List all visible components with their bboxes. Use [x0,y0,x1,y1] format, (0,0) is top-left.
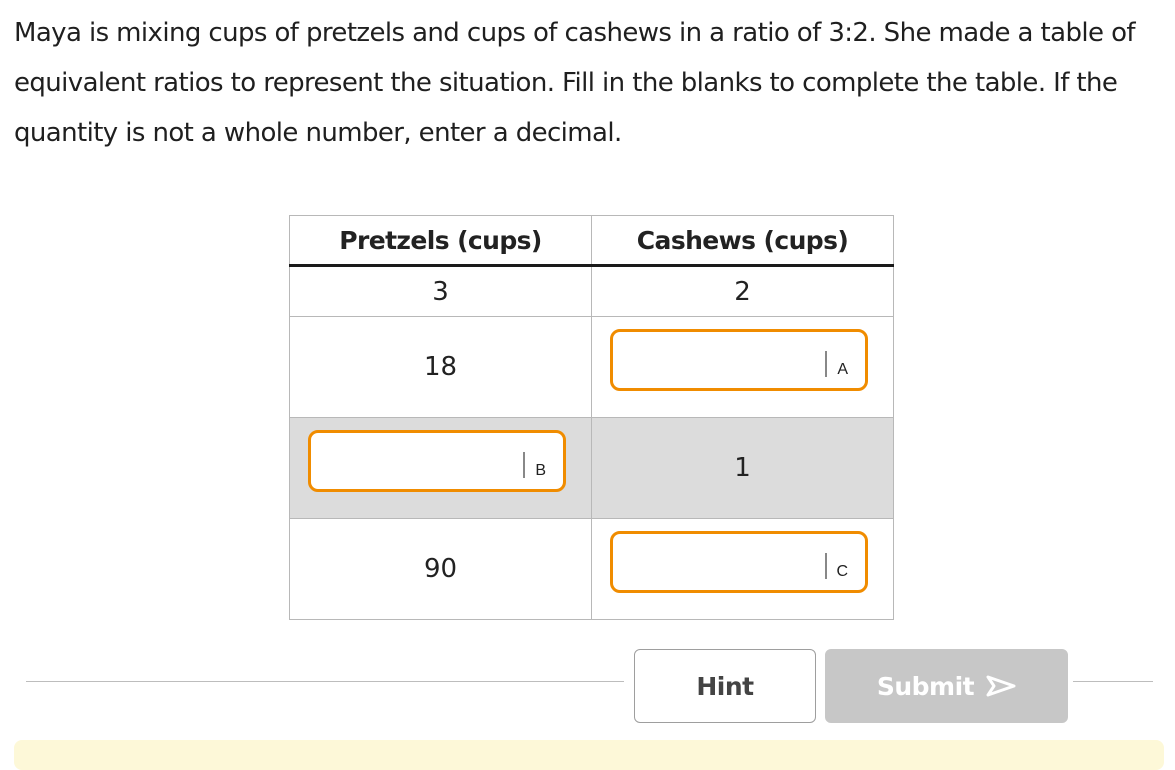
text-cursor [825,351,827,377]
table-row [290,266,894,317]
table-row [290,519,894,620]
pretzels-cell: 18 [290,317,592,418]
answer-input-c-label: C [836,563,848,580]
answer-input-a-label: A [837,361,848,378]
hint-button[interactable] [634,649,816,723]
text-cursor [825,553,827,579]
column-header-cashews: Cashews (cups) [592,216,894,266]
problem-text: Maya is mixing cups of pretzels and cups of cashews in a ratio of 3:2. She made a table of equivalent ratios to represent the situation. Fill in the blanks to complete the table. If the quantity is not a whole number, enter a decimal. [14,18,1135,148]
table-header-row [290,216,894,266]
table-row [290,317,894,418]
divider-right [1073,681,1153,682]
feedback-bar [14,740,1164,770]
hint-button-label: Hint [696,671,754,701]
pretzels-cell: 3 [290,266,592,317]
answer-input-a[interactable] [610,329,868,391]
cashews-cell [592,519,894,620]
cashews-cell: 2 [592,266,894,317]
cashews-cell: 1 [592,418,894,519]
text-cursor [523,452,525,478]
arrow-right-icon [986,675,1016,697]
submit-button-label: Submit [876,671,975,701]
pretzels-cell [290,418,592,519]
answer-input-b[interactable] [308,430,566,492]
submit-button[interactable] [825,649,1068,723]
pretzels-cell: 90 [290,519,592,620]
table-row [290,418,894,519]
answer-input-c[interactable] [610,531,868,593]
ratio-table [289,215,894,620]
cashews-cell [592,317,894,418]
answer-input-b-label: B [535,462,546,479]
column-header-pretzels: Pretzels (cups) [290,216,592,266]
divider-left [26,681,624,682]
